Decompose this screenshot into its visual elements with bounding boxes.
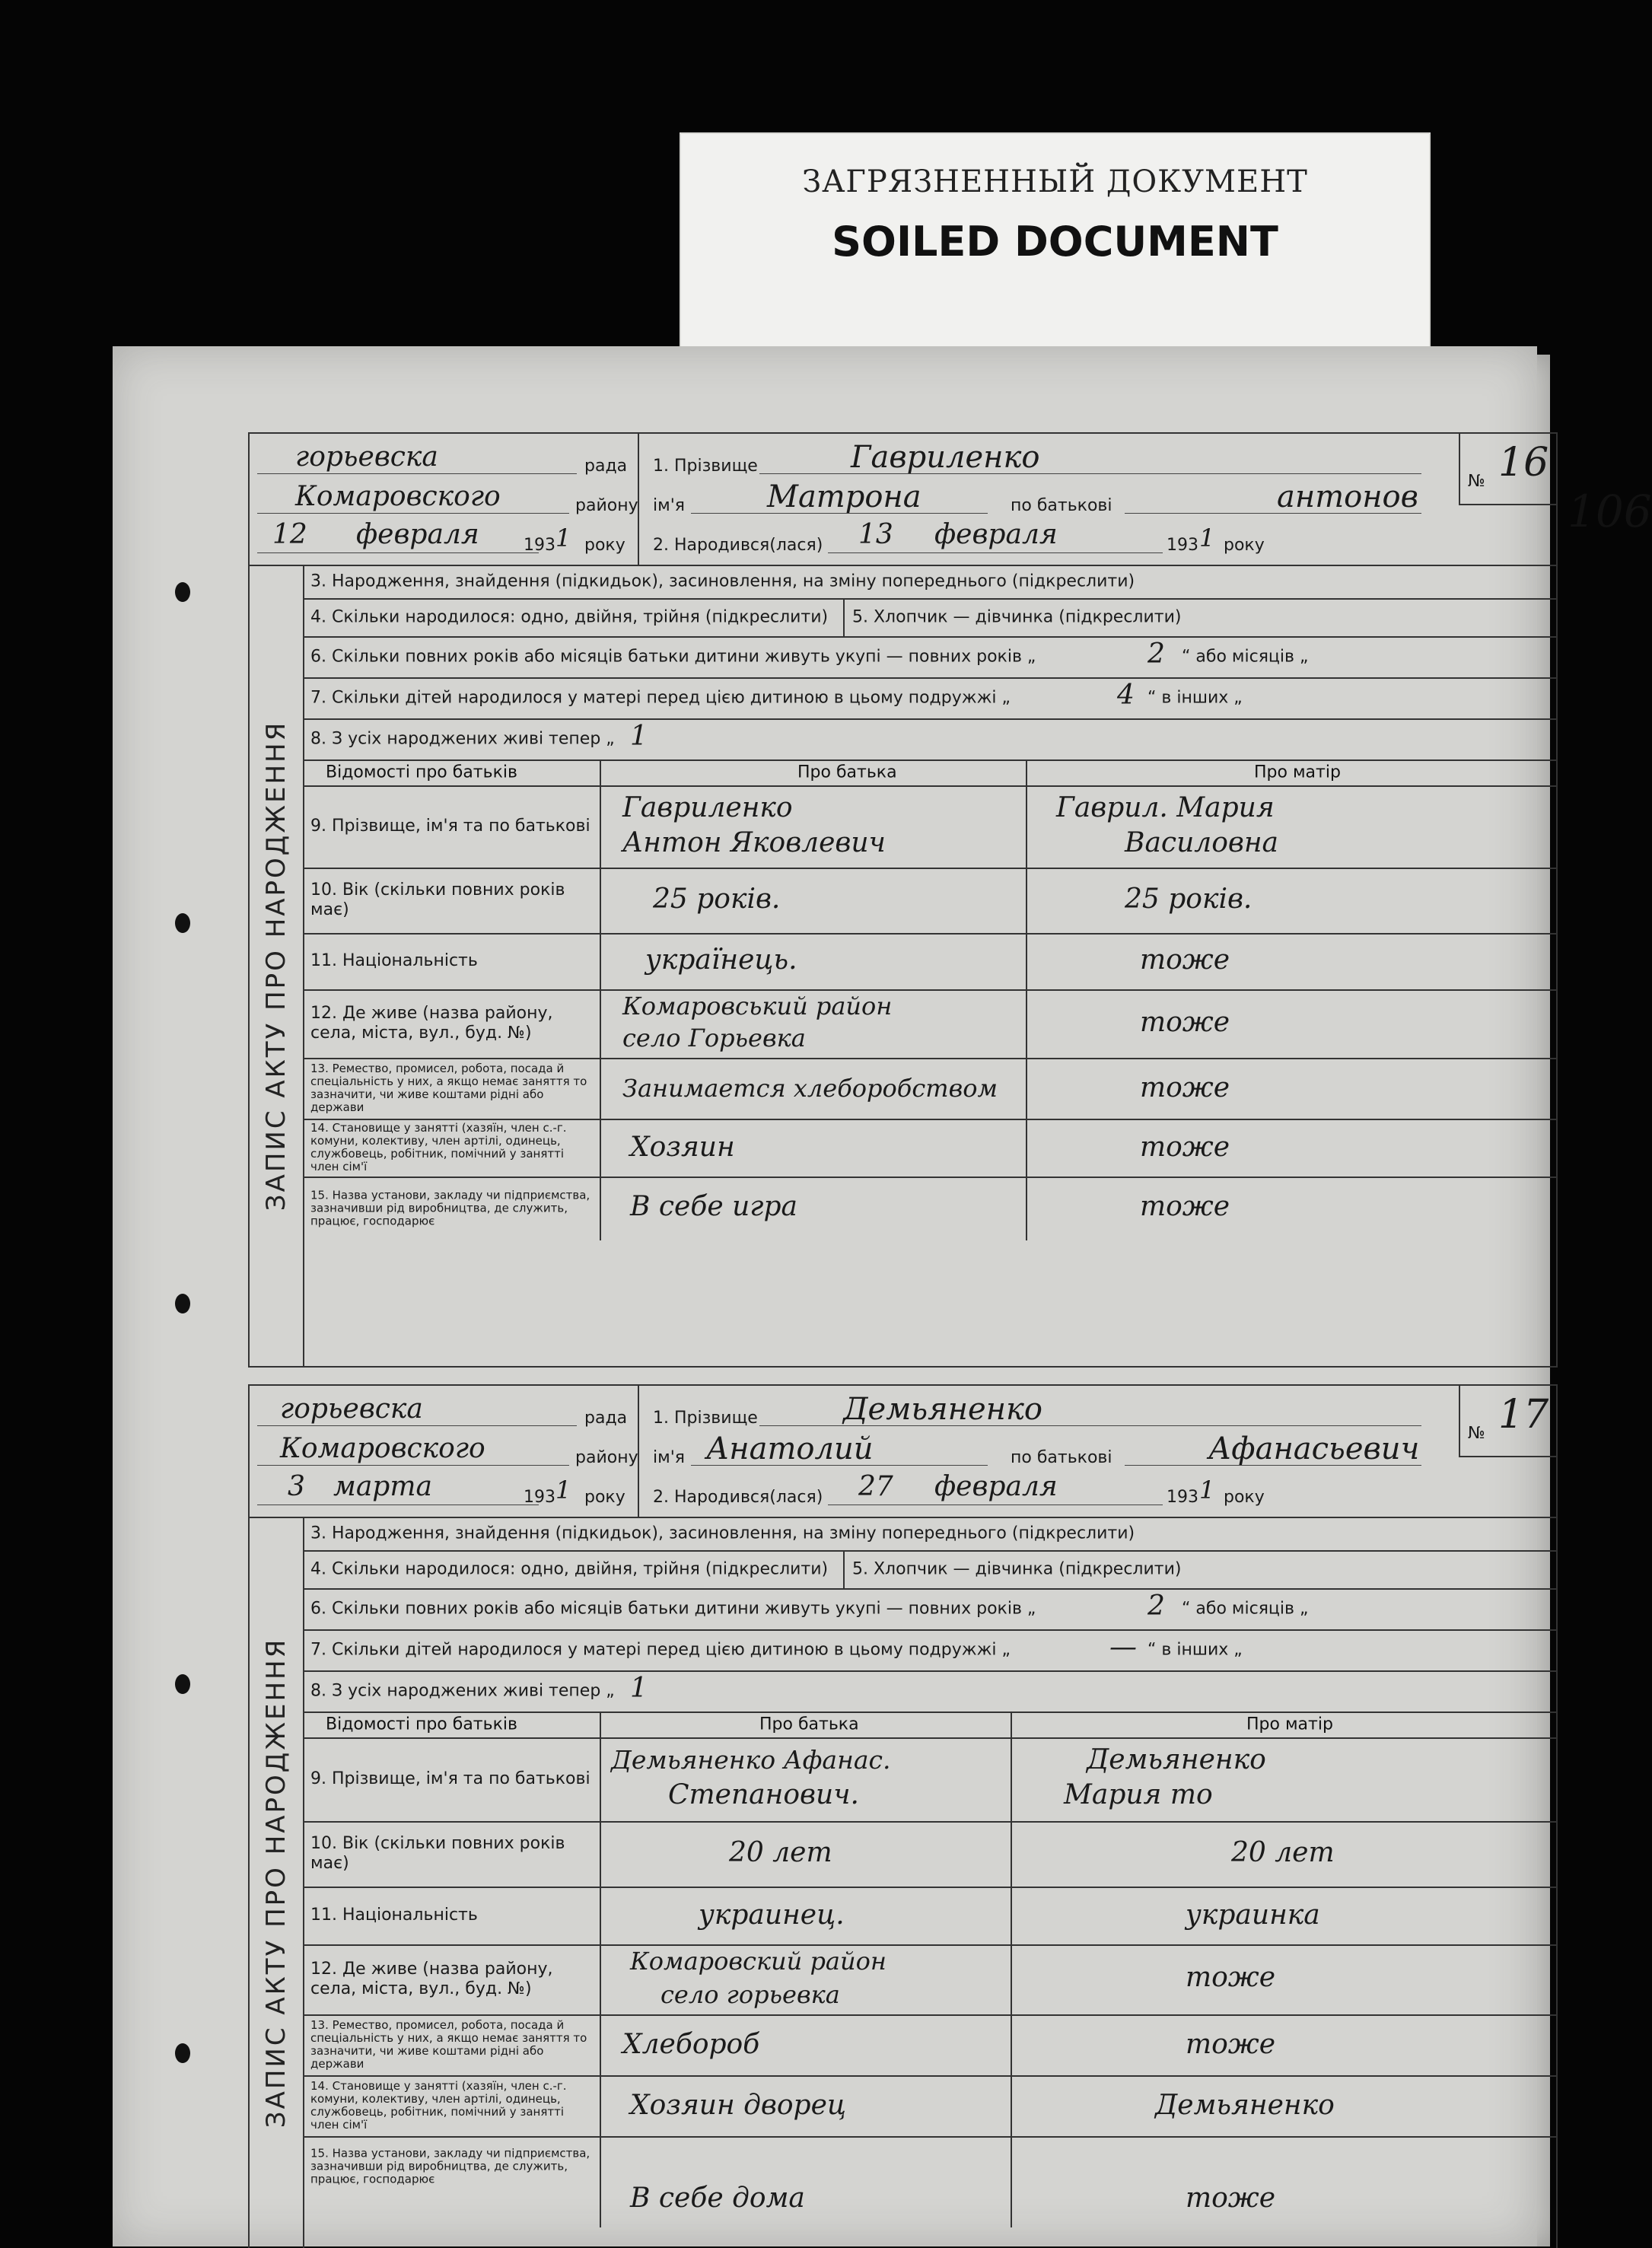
row-10	[303, 1821, 1556, 1888]
q6b-text: “ або місяців „	[1182, 1599, 1309, 1619]
mother-status: Демьяненко	[1155, 2090, 1335, 2121]
row-9	[303, 785, 1556, 869]
born-month: февраля	[934, 1471, 1058, 1502]
father-nationality: украинец.	[699, 1899, 845, 1931]
mother-name-1: Гаврил. Мария	[1056, 792, 1275, 823]
col-info-header: Відомості про батьків	[326, 1715, 517, 1734]
reg-year-digit: 1	[555, 524, 571, 552]
reg-day: 12	[272, 519, 307, 550]
r9-label: 9. Прізвище, ім'я та по батькові	[310, 1769, 590, 1788]
rayon-label: району	[575, 496, 638, 515]
father-age: 25 років.	[653, 884, 781, 915]
mother-workplace: тоже	[1140, 1191, 1230, 1222]
r14-label: 14. Становище у занятті (хазяїн, член с.-г. комуни, колективу, член артілі, одинець, службовець, робітник, помічний у занятті член сім'ї	[310, 2079, 567, 2132]
punch-hole	[175, 1674, 190, 1694]
mother-age: 25 років.	[1125, 884, 1253, 915]
number-sign: №	[1468, 1424, 1485, 1443]
father-address-2: село горьевка	[660, 1980, 840, 2009]
mother-name-2: Мария то	[1064, 1779, 1213, 1810]
rada-value: горьевска	[295, 441, 438, 473]
row-12	[303, 1944, 1556, 2016]
q6-value: 2	[1147, 638, 1165, 670]
r11-label: 11. Національність	[310, 1906, 478, 1925]
row-13	[303, 1058, 1556, 1120]
q4-q5-row	[303, 598, 1556, 638]
patronymic-value: Афанасьевич	[1208, 1431, 1420, 1466]
r10-label: 10. Вік (скільки повних років має)	[310, 880, 565, 919]
q8-row	[303, 1670, 1556, 1713]
col-father-header: Про батька	[797, 763, 897, 782]
patronymic-label: по батькові	[1011, 496, 1112, 515]
father-occupation: Занимается хлеборобством	[622, 1074, 998, 1103]
registry-office-block	[250, 434, 639, 565]
birth-record-form-2	[248, 1384, 1558, 2248]
born-year-label: 193	[1167, 1488, 1198, 1507]
father-name-1: Демьяненко Афанас.	[611, 1745, 891, 1775]
register-page	[113, 346, 1652, 2246]
mother-address: тоже	[1140, 1007, 1230, 1038]
record-number: 16	[1498, 440, 1549, 486]
father-name-2: Степанович.	[668, 1779, 859, 1810]
r15-label: 15. Назва установи, закладу чи підприємства, зазначивши рід виробництва, де служить, працює, господарює	[310, 2146, 590, 2186]
patronymic-label: по батькові	[1011, 1448, 1112, 1467]
reg-day: 3	[288, 1471, 305, 1502]
punch-hole	[175, 913, 190, 933]
soiled-document-stamp	[680, 132, 1431, 364]
q3-text: 3. Народження, знайдення (підкидьок), засиновлення, на зміну попереднього (підкреслити)	[310, 572, 1135, 591]
born-year-digit: 1	[1199, 524, 1215, 552]
row-10	[303, 868, 1556, 935]
q6-row	[303, 636, 1556, 679]
form-sidebar	[250, 565, 304, 1366]
born-day: 13	[858, 519, 893, 550]
mother-nationality: украинка	[1186, 1899, 1320, 1931]
q7-value: 4	[1117, 680, 1135, 711]
r11-label: 11. Національність	[310, 951, 478, 970]
mother-status: тоже	[1140, 1132, 1230, 1163]
q6-text: 6. Скільки повних років або місяців батьки дитини живуть укупі — повних років „	[310, 647, 1036, 667]
r12-label: 12. Де живе (назва району, села, міста, вул., буд. №)	[310, 1960, 553, 1998]
roku-label: року	[584, 536, 625, 555]
mother-name-2: Василовна	[1125, 827, 1278, 858]
born-day: 27	[858, 1471, 893, 1502]
row-11	[303, 1887, 1556, 1946]
q5-text: 5. Хлопчик — дівчинка (підкреслити)	[852, 607, 1182, 627]
father-name-2: Антон Яковлевич	[622, 827, 886, 858]
punch-hole	[175, 1294, 190, 1313]
r13-label: 13. Ремество, промисел, робота, посада й спеціальність у них, а якщо немає заняття то зазначити, чи живе коштами рідні або держави	[310, 2018, 587, 2071]
row-15	[303, 1177, 1556, 1240]
father-occupation: Хлебороб	[622, 2029, 760, 2060]
q8-text: 8. З усіх народжених живі тепер „	[310, 729, 615, 749]
rada-value: горьевска	[280, 1393, 423, 1425]
q4-q5-row	[303, 1550, 1556, 1590]
father-workplace: В себе игра	[630, 1191, 797, 1222]
name-label: ім'я	[653, 496, 685, 515]
mother-workplace: тоже	[1186, 2183, 1276, 2214]
surname-label: 1. Прізвище	[653, 1409, 758, 1428]
q7-row	[303, 1629, 1556, 1672]
rayon-value: Комаровского	[280, 1433, 485, 1464]
born-roku-label: року	[1224, 536, 1265, 555]
born-year-label: 193	[1167, 536, 1198, 555]
q8-value: 1	[630, 721, 648, 752]
row-9	[303, 1737, 1556, 1823]
row-13	[303, 2014, 1556, 2077]
mother-name-1: Демьяненко	[1087, 1744, 1266, 1775]
r13-label: 13. Ремество, промисел, робота, посада й спеціальність у них, а якщо немає заняття то зазначити, чи живе коштами рідні або держави	[310, 1062, 587, 1114]
mother-address: тоже	[1186, 1962, 1276, 1993]
name-value: Матрона	[767, 479, 921, 514]
q6-text: 6. Скільки повних років або місяців батьки дитини живуть укупі — повних років „	[310, 1599, 1036, 1619]
reg-month: марта	[333, 1471, 432, 1502]
born-roku-label: року	[1224, 1488, 1265, 1507]
q3-row	[303, 1517, 1556, 1552]
father-name-1: Гавриленко	[622, 792, 793, 823]
name-label: ім'я	[653, 1448, 685, 1467]
mother-nationality: тоже	[1140, 944, 1230, 976]
q3-text: 3. Народження, знайдення (підкидьок), засиновлення, на зміну попереднього (підкреслити)	[310, 1524, 1135, 1543]
father-nationality: українець.	[645, 944, 797, 976]
q4-text: 4. Скільки народилося: одно, двійня, трійня (підкреслити)	[310, 607, 829, 627]
number-sign: №	[1468, 472, 1485, 491]
sidebar-title: ЗАПИС АКТУ ПРО НАРОДЖЕННЯ	[261, 720, 291, 1211]
record-number-box	[1459, 1386, 1556, 1457]
q7-row	[303, 677, 1556, 720]
r15-label: 15. Назва установи, закладу чи підприємства, зазначивши рід виробництва, де служить, працює, господарює	[310, 1188, 590, 1228]
row-14	[303, 1119, 1556, 1178]
q3-row	[303, 565, 1556, 600]
r10-label: 10. Вік (скільки повних років має)	[310, 1834, 565, 1873]
born-label: 2. Народився(лася)	[653, 536, 823, 555]
rayon-value: Комаровского	[295, 481, 501, 512]
margin-number: 106	[1568, 486, 1652, 537]
q4-text: 4. Скільки народилося: одно, двійня, трійня (підкреслити)	[310, 1559, 829, 1579]
q6-row	[303, 1588, 1556, 1631]
stamp-line-english: SOILED DOCUMENT	[832, 218, 1278, 266]
mother-occupation: тоже	[1140, 1072, 1230, 1103]
sidebar-title: ЗАПИС АКТУ ПРО НАРОДЖЕННЯ	[261, 1637, 291, 2128]
record-number-box	[1459, 434, 1556, 505]
col-father-header: Про батька	[759, 1715, 859, 1734]
father-address-2: село Горьевка	[622, 1024, 806, 1052]
q6-value: 2	[1147, 1590, 1165, 1622]
form-sidebar	[250, 1517, 304, 2248]
q6b-text: “ або місяців „	[1182, 647, 1309, 667]
registry-office-block	[250, 1386, 639, 1517]
r12-label: 12. Де живе (назва району, села, міста, вул., буд. №)	[310, 1004, 553, 1043]
reg-year-digit: 1	[555, 1476, 571, 1505]
col-info-header: Відомості про батьків	[326, 763, 517, 782]
birth-record-form-1	[248, 432, 1652, 1368]
roku-label: року	[584, 1488, 625, 1507]
father-address-1: Комаровський район	[622, 992, 893, 1021]
q8-value: 1	[630, 1673, 648, 1704]
row-15	[303, 2136, 1556, 2227]
father-age: 20 лет	[729, 1837, 832, 1868]
q7-text: 7. Скільки дітей народилося у матері перед цією дитиною в цьому подружжі „	[310, 688, 1011, 708]
rayon-label: району	[575, 1448, 638, 1467]
stamp-line-russian: ЗАГРЯЗНЕННЫЙ ДОКУМЕНТ	[802, 164, 1308, 199]
row-12	[303, 989, 1556, 1059]
surname-value: Гавриленко	[851, 440, 1040, 475]
q8-text: 8. З усіх народжених живі тепер „	[310, 1681, 615, 1701]
rada-label: рада	[584, 457, 628, 476]
q5-text: 5. Хлопчик — дівчинка (підкреслити)	[852, 1559, 1182, 1579]
father-address-1: Комаровский район	[630, 1947, 886, 1976]
reg-year-label: 193	[524, 536, 555, 555]
name-value: Анатолий	[706, 1431, 874, 1466]
parents-header-row	[303, 1711, 1556, 1739]
parents-header-row	[303, 759, 1556, 787]
mother-age: 20 лет	[1231, 1837, 1335, 1868]
col-mother-header: Про матір	[1254, 763, 1341, 782]
reg-year-label: 193	[524, 1488, 555, 1507]
rada-label: рада	[584, 1409, 628, 1428]
col-mother-header: Про матір	[1246, 1715, 1333, 1734]
r9-label: 9. Прізвище, ім'я та по батькові	[310, 817, 590, 836]
q7b-text: “ в інших „	[1147, 1640, 1243, 1660]
form-header	[250, 1386, 1556, 1518]
father-status: Хозяин дворец	[630, 2090, 847, 2121]
punch-hole	[175, 582, 190, 602]
form-header	[250, 434, 1556, 566]
r14-label: 14. Становище у занятті (хазяїн, член с.-г. комуни, колективу, член артілі, одинець, службовець, робітник, помічний у занятті член сім'ї	[310, 1121, 567, 1173]
mother-occupation: тоже	[1186, 2029, 1276, 2060]
q8-row	[303, 718, 1556, 761]
father-status: Хозяин	[630, 1132, 735, 1163]
patronymic-value: антонов	[1277, 479, 1418, 514]
father-workplace: В себе дома	[630, 2183, 805, 2214]
record-number: 17	[1498, 1392, 1549, 1438]
born-year-digit: 1	[1199, 1476, 1215, 1505]
born-label: 2. Народився(лася)	[653, 1488, 823, 1507]
row-11	[303, 933, 1556, 991]
surname-label: 1. Прізвище	[653, 457, 758, 476]
q7-text: 7. Скільки дітей народилося у матері перед цією дитиною в цьому подружжі „	[310, 1640, 1011, 1660]
reg-month: февраля	[356, 519, 479, 550]
q7-value: —	[1109, 1632, 1137, 1663]
punch-hole	[175, 2043, 190, 2063]
row-14	[303, 2075, 1556, 2138]
q7b-text: “ в інших „	[1147, 688, 1243, 708]
born-month: февраля	[934, 519, 1058, 550]
surname-value: Демьяненко	[843, 1392, 1042, 1427]
